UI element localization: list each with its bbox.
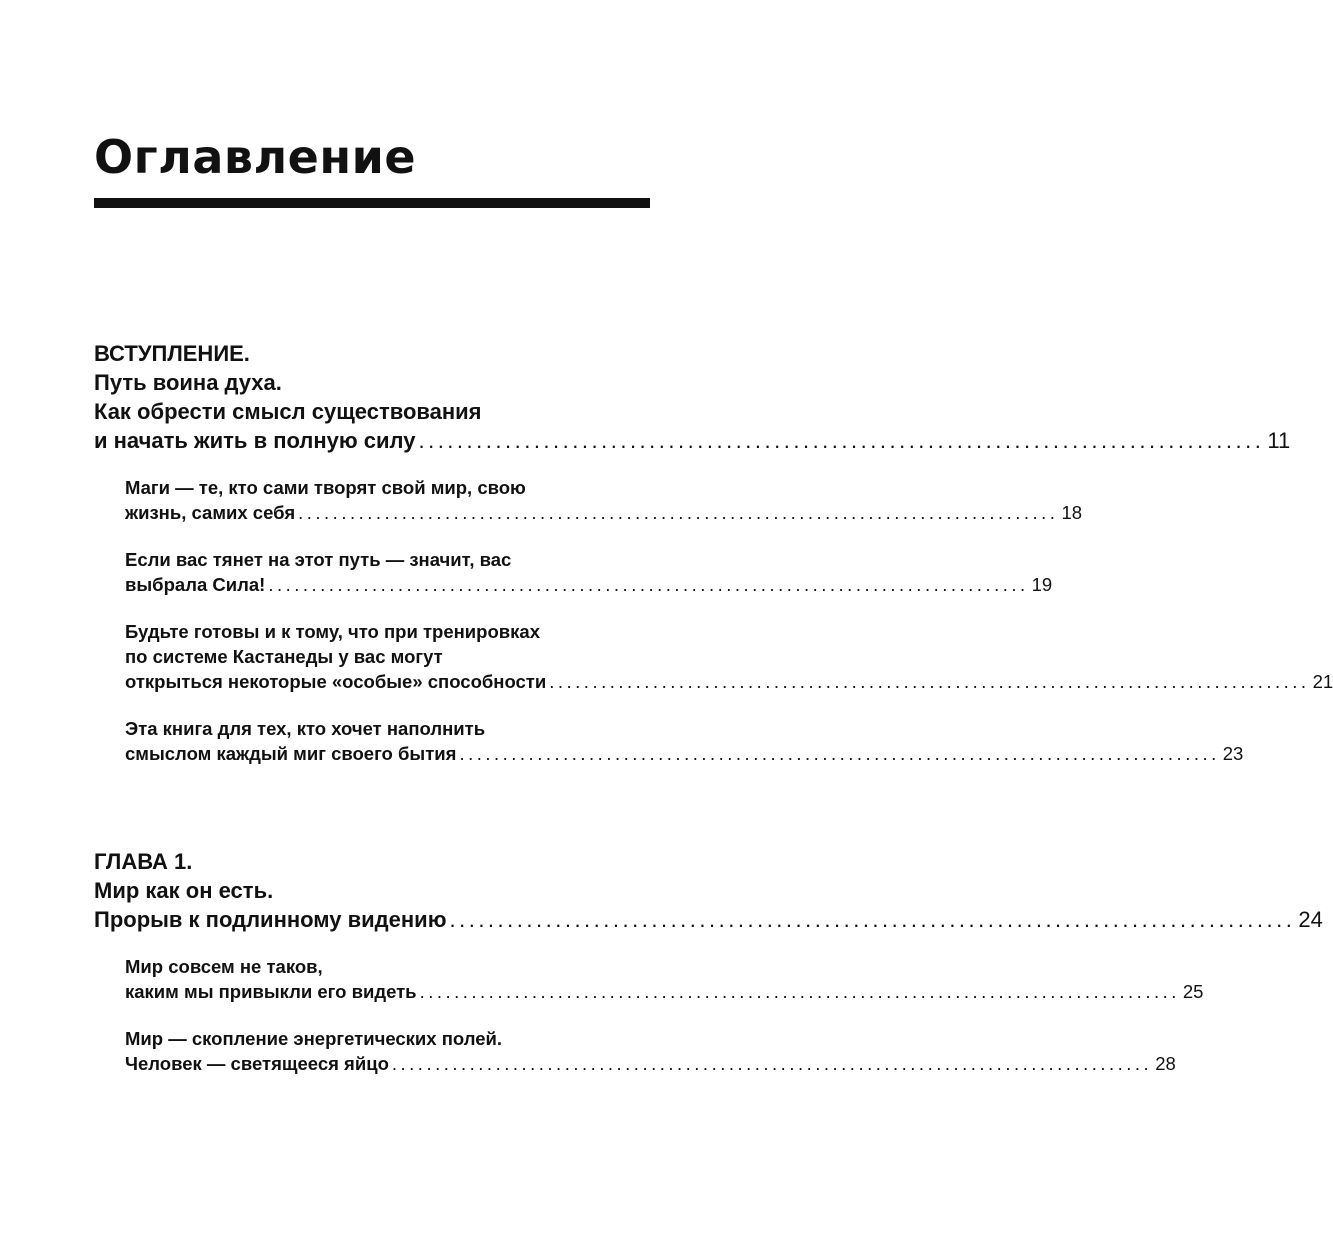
page-title: Оглавление — [94, 130, 417, 184]
entry-title-line: по системе Кастанеды у вас могут — [125, 646, 443, 667]
section-heading-line: ГЛАВА 1. — [94, 849, 193, 874]
toc-entry[interactable] — [125, 547, 1053, 597]
toc-entry[interactable] — [125, 619, 1333, 694]
page-number: 11 — [1267, 428, 1291, 453]
entry-title-line: жизнь, самих себя — [125, 502, 296, 523]
section-heading-line: Прорыв к подлинному видению — [94, 907, 447, 932]
section-heading-line: и начать жить в полную силу — [94, 428, 416, 453]
section-heading-line: Мир как он есть. — [94, 878, 274, 903]
entry-title-line: Человек — светящееся яйцо — [125, 1053, 389, 1074]
entry-title-line: Если вас тянет на этот путь — значит, вас — [125, 549, 512, 570]
title-rule — [94, 198, 650, 208]
entry-title-line: выбрала Сила! — [125, 574, 266, 595]
entry-title-line: Мир совсем не таков, — [125, 956, 323, 977]
page-number: 23 — [1222, 743, 1244, 764]
section-heading-line: ВСТУПЛЕНИЕ. — [94, 341, 250, 366]
dot-leader: ........................................................................................ — [549, 671, 1310, 692]
toc-heading-entry[interactable] — [94, 905, 1323, 934]
toc-heading-entry[interactable] — [94, 426, 1291, 455]
page-number: 21 — [1312, 671, 1333, 692]
entry-title-line: смыслом каждый миг своего бытия — [125, 743, 457, 764]
toc-entry[interactable] — [125, 1026, 1176, 1076]
toc-entry[interactable] — [125, 716, 1244, 766]
entry-title-line: Мир — скопление энергетических полей. — [125, 1028, 503, 1049]
toc-section-introduction — [94, 339, 1333, 766]
entry-title-line: открыться некоторые «особые» способности — [125, 671, 547, 692]
dot-leader: ........................................................................................ — [268, 574, 1029, 595]
page-number: 18 — [1061, 502, 1083, 523]
toc-entry[interactable] — [125, 475, 1083, 525]
page-number: 19 — [1031, 574, 1053, 595]
toc-entry[interactable] — [125, 954, 1204, 1004]
section-heading-line: Путь воина духа. — [94, 370, 282, 395]
entry-title-line: Маги — те, кто сами творят свой мир, свою — [125, 477, 526, 498]
page-number: 24 — [1298, 907, 1323, 932]
entry-title-line: Эта книга для тех, кто хочет наполнить — [125, 718, 486, 739]
entry-title-line: Будьте готовы и к тому, что при тренировках — [125, 621, 540, 642]
entry-title-line: каким мы привыкли его видеть — [125, 981, 417, 1002]
dot-leader: ........................................................................................ — [459, 743, 1220, 764]
dot-leader: ........................................................................................ — [419, 981, 1180, 1002]
page-number: 25 — [1182, 981, 1204, 1002]
page-number: 28 — [1155, 1053, 1176, 1074]
dot-leader: ........................................................................................ — [418, 428, 1265, 453]
dot-leader: ........................................................................................ — [298, 502, 1059, 523]
section-heading-line: Как обрести смысл существования — [94, 399, 482, 424]
dot-leader: ........................................................................................ — [449, 907, 1296, 932]
dot-leader: ........................................................................................ — [391, 1053, 1153, 1074]
toc-section-chapter-1 — [94, 847, 1323, 1076]
